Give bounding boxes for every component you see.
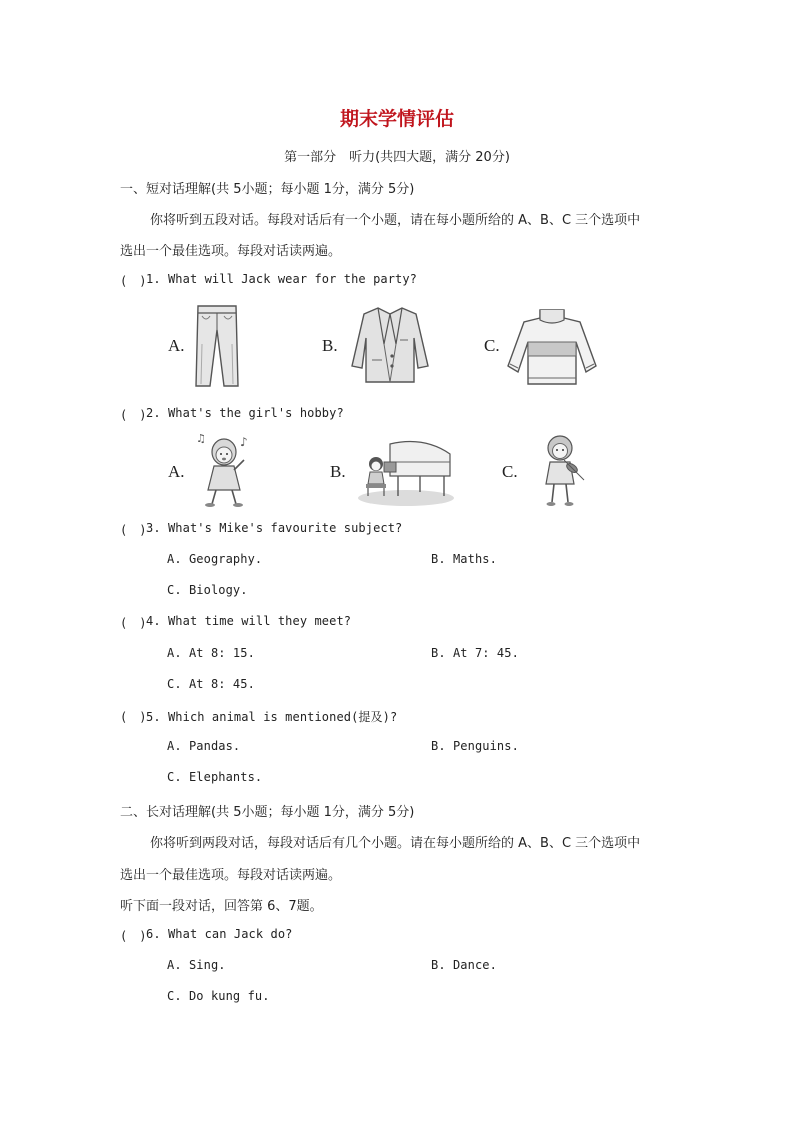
question-6-text: 6. What can Jack do?	[146, 927, 293, 941]
q1-option-c-label[interactable]: C.	[484, 336, 500, 355]
page-title: 期末学情评估	[339, 108, 454, 130]
answer-blank[interactable]: ( )	[120, 274, 147, 288]
question-2-text: 2. What's the girl's hobby?	[146, 406, 344, 420]
question-4-text: 4. What time will they meet?	[146, 614, 352, 628]
section2-instruction-line2: 选出一个最佳选项。每段对话读两遍。	[120, 868, 342, 883]
section2-sub-instruction: 听下面一段对话，回答第 6、7题。	[120, 899, 323, 914]
question-5-text: 5. Which animal is mentioned(提及)?	[146, 710, 398, 724]
q1-option-b-label[interactable]: B.	[322, 336, 338, 355]
q4-option-a[interactable]: A. At 8: 15.	[167, 646, 255, 660]
answer-blank[interactable]: ( )	[120, 710, 147, 724]
section1-instruction-line2: 选出一个最佳选项。每段对话读两遍。	[120, 244, 342, 259]
q3-option-a[interactable]: A. Geography.	[167, 552, 263, 566]
q5-option-b[interactable]: B. Penguins.	[431, 739, 519, 753]
q4-option-b[interactable]: B. At 7: 45.	[431, 646, 519, 660]
answer-blank[interactable]: ( )	[120, 523, 147, 537]
answer-blank[interactable]: ( )	[120, 929, 147, 943]
q2-option-a-label[interactable]: A.	[168, 462, 185, 481]
svg-text:♪: ♪	[240, 435, 248, 449]
q4-option-c[interactable]: C. At 8: 45.	[167, 677, 255, 691]
blazer-icon[interactable]	[348, 304, 432, 384]
section2-heading: 二、长对话理解(共 5小题；每小题 1分，满分 5分)	[120, 805, 415, 820]
q2-option-b-label[interactable]: B.	[330, 462, 346, 481]
q5-option-c[interactable]: C. Elephants.	[167, 770, 263, 784]
violin-girl-icon[interactable]	[538, 430, 586, 510]
q6-option-c[interactable]: C. Do kung fu.	[167, 989, 270, 1003]
svg-text:♫: ♫	[196, 432, 206, 445]
sweater-icon[interactable]	[506, 306, 598, 388]
q3-option-b[interactable]: B. Maths.	[431, 552, 497, 566]
piano-girl-icon[interactable]	[354, 436, 454, 508]
question-3-text: 3. What's Mike's favourite subject?	[146, 521, 403, 535]
question-1-text: 1. What will Jack wear for the party?	[146, 272, 418, 286]
section1-heading: 一、短对话理解(共 5小题；每小题 1分，满分 5分)	[120, 182, 415, 197]
part-subtitle: 第一部分 听力(共四大题，满分 20分)	[284, 150, 510, 165]
section1-instruction-line1: 你将听到五段对话。每段对话后有一个小题，请在每小题所给的 A、B、C 三个选项中	[150, 213, 641, 228]
q6-option-b[interactable]: B. Dance.	[431, 958, 497, 972]
singing-girl-icon[interactable]	[194, 430, 252, 508]
q6-option-a[interactable]: A. Sing.	[167, 958, 226, 972]
q2-option-c-label[interactable]: C.	[502, 462, 518, 481]
trousers-icon[interactable]	[192, 304, 242, 388]
q3-option-c[interactable]: C. Biology.	[167, 583, 248, 597]
section2-instruction-line1: 你将听到两段对话，每段对话后有几个小题。请在每小题所给的 A、B、C 三个选项中	[150, 836, 641, 851]
q1-option-a-label[interactable]: A.	[168, 336, 185, 355]
answer-blank[interactable]: ( )	[120, 616, 147, 630]
q5-option-a[interactable]: A. Pandas.	[167, 739, 241, 753]
answer-blank[interactable]: ( )	[120, 408, 147, 422]
